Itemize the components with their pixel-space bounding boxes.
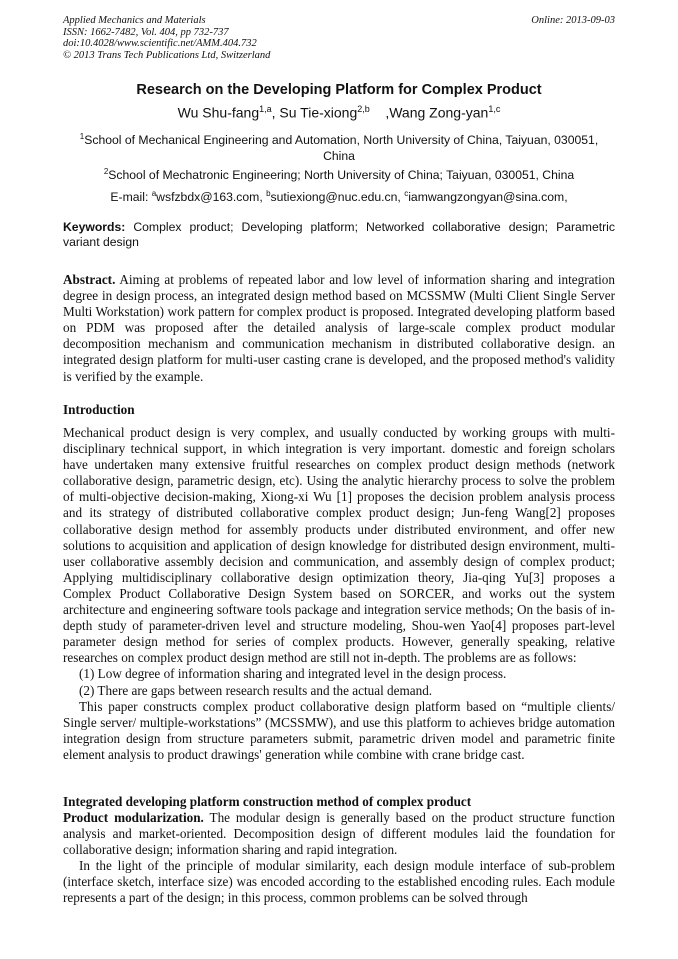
introduction-item-1: (1) Low degree of information sharing and integrated level in the design process. [79,666,507,682]
email-a: wsfzbdx@163.com, [156,190,267,205]
email-a-mark: a [151,189,157,198]
abstract-label: Abstract. [63,272,116,287]
subsection-text: The modular design is generally based on the product structure function analysis and market-oriented. Decomposition design of different modules laid the foundation for collaborative design; information sharing and rapid integration. [63,810,615,858]
section-2-body [63,810,615,907]
affiliation-2 [63,164,615,183]
author-2: , Su Tie-xiong [271,104,358,121]
affiliation-2-mark: 2 [103,167,109,176]
author-3-affil: 1,c [488,104,501,114]
keywords-block [63,220,615,250]
affiliation-1 [63,129,615,164]
online-date: Online: 2013-09-03 [531,15,615,26]
introduction-item-2: (2) There are gaps between research results and the actual demand. [79,682,433,698]
email-line [63,186,615,205]
author-3: ,Wang Zong-yan [381,104,489,121]
author-list [63,104,615,121]
subsection-label: Product modularization. [63,810,204,825]
email-b: sutiexiong@nuc.edu.cn, [270,190,405,205]
author-2-affil: 2,b [357,104,370,114]
email-c: iamwangzongyan@sina.com, [408,190,568,205]
section-2-paragraph: In the light of the principle of modular similarity, each design module interface of sub-problem (interface sketch, interface size) was encoded according to the established encoding rules. Each module represents a part of the design; in this process, common problems can be solved through [63,858,615,906]
doi-line: doi:10.4028/www.scientific.net/AMM.404.732 [63,38,257,49]
abstract-text: Aiming at problems of repeated labor and low level of information sharing and integration degree in design process, an integrated design method based on MCSSMW (Multi Client Single Server Multi Workstation) work pattern for complex product is proposed. Integrated developing platform based on PDM was proposed after the detailed analysis of large-scale complex product modular decomposition mechanism and communication mechanism in distributed collaborative design. an integrated design platform for multi-user casting crane is developed, and the proposed method's validity is verified by the example. [63,272,615,384]
email-prefix: E-mail: [110,190,152,205]
email-c-mark: c [404,189,409,198]
affiliation-1-text: School of Mechanical Engineering and Automation, North University of China, Taiyuan, 030051, China [84,133,599,164]
author-1: Wu Shu-fang [177,104,260,121]
keywords-label: Keywords: [63,220,126,234]
paper-title: Research on the Developing Platform for Complex Product [136,82,542,98]
keywords-text: Complex product; Developing platform; Networked collaborative design; Parametric variant design [63,220,615,249]
introduction-body [63,425,615,763]
affiliation-1-mark: 1 [79,132,85,141]
introduction-paragraph-1: Mechanical product design is very complex, and usually conducted by working groups with multi-disciplinary technical support, in which integration is very important. domestic and foreign scholars have undertaken many extensive fruitful researches on complex product design methods (network collaborative design, parametric design, etc). Using the analytic hierarchy process to solve the problem of multi-objective decision-making, Xiong-xi Wu [1] proposes the decision problem analysis process and its strategy of distributed collaborative complex product design; Jun-feng Wang[2] proposes collaborative design method for assembly products under distributed environment, and offer new solutions to acquisition and application of design knowledge for distributed design environment, multi-user collaborative assembly decision and communication, and assembly design of complex product; Applying multidisciplinary collaborative design optimization theory, Jia-qing Yu[3] proposes a Complex Product Collaborative Design System based on SORCER, and works out the system architecture and engineering software tools package and integration service methods; On the basis of in-depth study of parameter-driven level and structure modeling, Shou-wen Yao[4] proposes part-level parameter design method for series of complex products. However, generally speaking, relative researches on complex product design method are still not in-depth. The problems are as follows: [63,425,615,666]
journal-name: Applied Mechanics and Materials [63,15,206,26]
introduction-paragraph-2: This paper constructs complex product collaborative design platform based on “multiple clients/ Single server/ multiple-workstations” (MCSSMW), and use this platform to achieves bridge automation integration design from structure parameters submit, parametric driven model and parametric finite element analysis to product drawings' generation while combine with crane bridge cast. [63,698,615,762]
introduction-heading: Introduction [63,402,135,417]
journal-header [63,15,615,61]
affiliation-2-text: School of Mechatronic Engineering; North University of China; Taiyuan, 030051, China [108,168,575,183]
email-b-mark: b [266,189,271,198]
issn-line: ISSN: 1662-7482, Vol. 404, pp 732-737 [63,26,229,38]
copyright-line: © 2013 Trans Tech Publications Ltd, Switzerland [63,49,271,61]
abstract-block [63,272,615,385]
author-1-affil: 1,a [259,104,272,114]
section-2-heading: Integrated developing platform construction method of complex product [63,794,472,809]
